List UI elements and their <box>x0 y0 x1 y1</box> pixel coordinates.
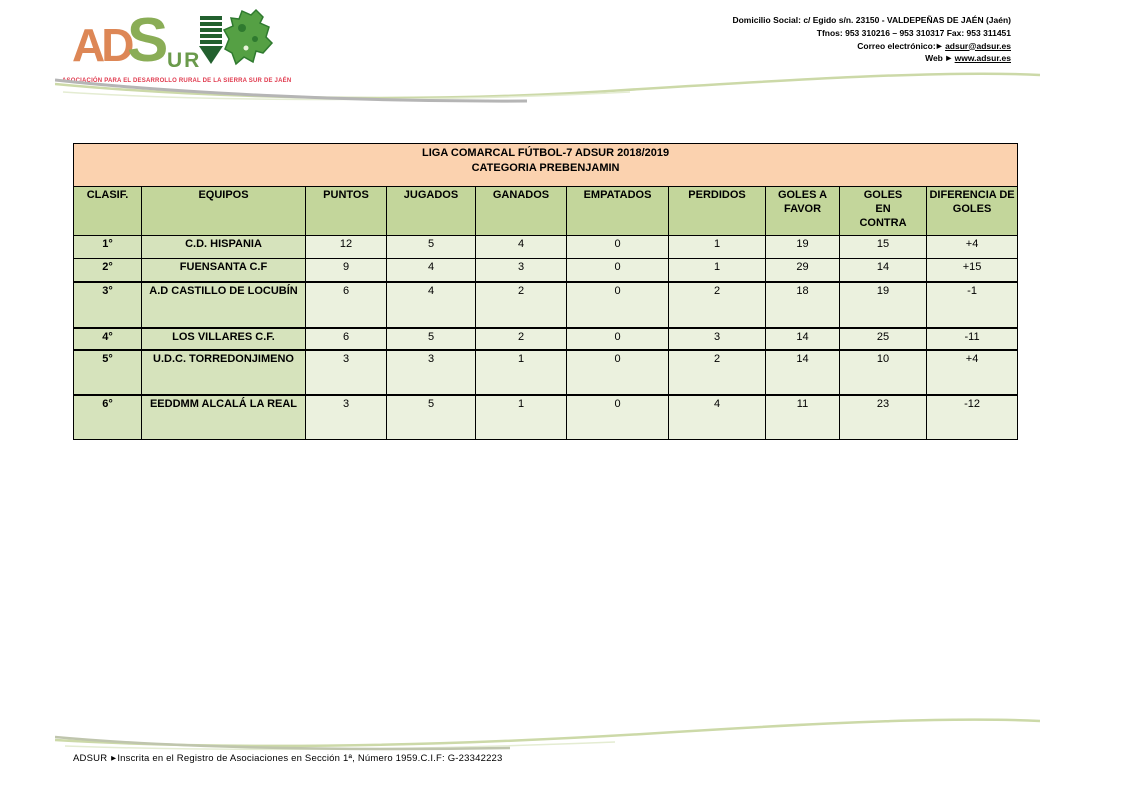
clasif-cell: 2° <box>74 259 142 282</box>
ganados-cell: 1 <box>476 395 567 440</box>
logo-letters-ur: UR <box>167 49 202 72</box>
goles-favor-cell: 11 <box>766 395 840 440</box>
col-header-perdidos: PERDIDOS <box>669 187 766 236</box>
perdidos-cell: 1 <box>669 259 766 282</box>
jugados-cell: 4 <box>387 259 476 282</box>
goles-contra-cell: 23 <box>840 395 927 440</box>
jugados-cell: 4 <box>387 282 476 328</box>
ganados-cell: 4 <box>476 236 567 259</box>
diferencia-cell: +4 <box>927 350 1018 395</box>
web-link[interactable]: www.adsur.es <box>954 53 1011 64</box>
table-row <box>74 259 1018 282</box>
email-link[interactable]: adsur@adsur.es <box>945 40 1011 51</box>
table-row <box>74 350 1018 395</box>
table-title-line1: LIGA COMARCAL FÚTBOL-7 ADSUR 2018/2019 <box>421 147 670 159</box>
logo-letter-s: S <box>127 6 169 75</box>
diferencia-cell: -12 <box>927 395 1018 440</box>
table-row <box>74 395 1018 440</box>
goles-favor-cell: 18 <box>766 282 840 328</box>
puntos-cell: 3 <box>306 395 387 440</box>
perdidos-cell: 4 <box>669 395 766 440</box>
right-arrow-icon: ▶ <box>946 55 952 63</box>
col-header-puntos: PUNTOS <box>306 187 387 236</box>
right-arrow-icon: ▶ <box>936 42 942 50</box>
contact-web-label: Web <box>925 53 943 64</box>
equipo-cell: U.D.C. TORREDONJIMENO <box>142 350 306 395</box>
ganados-cell: 2 <box>476 282 567 328</box>
logo-tagline: ASOCIACIÓN PARA EL DESARROLLO RURAL DE LA SIERRA SUR DE JAÉN <box>62 78 292 84</box>
puntos-cell: 6 <box>306 282 387 328</box>
league-table <box>73 143 1018 440</box>
equipo-cell: EEDDMM ALCALÁ LA REAL <box>142 395 306 440</box>
jugados-cell: 5 <box>387 328 476 350</box>
goles-contra-cell: 19 <box>840 282 927 328</box>
goles-favor-cell: 29 <box>766 259 840 282</box>
perdidos-cell: 3 <box>669 328 766 350</box>
equipo-cell: FUENSANTA C.F <box>142 259 306 282</box>
empatados-cell: 0 <box>567 236 669 259</box>
col-header-jugados: JUGADOS <box>387 187 476 236</box>
goles-contra-cell: 25 <box>840 328 927 350</box>
puntos-cell: 12 <box>306 236 387 259</box>
clasif-cell: 4° <box>74 328 142 350</box>
empatados-cell: 0 <box>567 282 669 328</box>
jugados-cell: 5 <box>387 236 476 259</box>
goles-contra-cell: 10 <box>840 350 927 395</box>
clasif-cell: 3° <box>74 282 142 328</box>
col-header-empatados: EMPATADOS <box>567 187 669 236</box>
clasif-cell: 5° <box>74 350 142 395</box>
footer-registry-text: Inscrita en el Registro de Asociaciones en Sección 1ª, Número 1959.C.I.F: G-23342223 <box>117 753 503 764</box>
clasif-cell: 6° <box>74 395 142 440</box>
table-title-line2: CATEGORIA PREBENJAMIN <box>471 161 620 174</box>
logo-letters-ad: AD <box>72 19 131 71</box>
col-header-ganados: GANADOS <box>476 187 567 236</box>
header-swoosh <box>55 62 1040 107</box>
ganados-cell: 2 <box>476 328 567 350</box>
table-title-row <box>74 144 1018 187</box>
table-header-row <box>74 187 1018 236</box>
right-arrow-icon: ▶ <box>111 755 117 762</box>
diferencia-cell: +15 <box>927 259 1018 282</box>
goles-favor-cell: 14 <box>766 328 840 350</box>
empatados-cell: 0 <box>567 395 669 440</box>
col-header-equipos: EQUIPOS <box>142 187 306 236</box>
table-row <box>74 328 1018 350</box>
contact-email-label: Correo electrónico: <box>857 40 936 51</box>
goles-favor-cell: 19 <box>766 236 840 259</box>
perdidos-cell: 2 <box>669 350 766 395</box>
table-row <box>74 282 1018 328</box>
ganados-cell: 3 <box>476 259 567 282</box>
contact-phones: Tfnos: 953 310216 – 953 310317 Fax: 953 311451 <box>816 27 1011 38</box>
perdidos-cell: 1 <box>669 236 766 259</box>
empatados-cell: 0 <box>567 328 669 350</box>
footer-registry-line <box>73 753 503 764</box>
ganados-cell: 1 <box>476 350 567 395</box>
footer-swoosh <box>55 710 1040 755</box>
equipo-cell: C.D. HISPANIA <box>142 236 306 259</box>
diferencia-cell: -11 <box>927 328 1018 350</box>
col-header-goles-favor: GOLES A FAVOR <box>766 187 840 236</box>
puntos-cell: 9 <box>306 259 387 282</box>
puntos-cell: 3 <box>306 350 387 395</box>
clasif-cell: 1° <box>74 236 142 259</box>
empatados-cell: 0 <box>567 259 669 282</box>
col-header-diferencia: DIFERENCIA DE GOLES <box>927 187 1018 236</box>
diferencia-cell: +4 <box>927 236 1018 259</box>
down-arrow-icon <box>198 16 224 66</box>
table-row <box>74 236 1018 259</box>
jugados-cell: 3 <box>387 350 476 395</box>
jugados-cell: 5 <box>387 395 476 440</box>
goles-favor-cell: 14 <box>766 350 840 395</box>
table-title <box>74 144 1018 187</box>
contact-email-line <box>591 40 1011 53</box>
perdidos-cell: 2 <box>669 282 766 328</box>
equipo-cell: A.D CASTILLO DE LOCUBÍN <box>142 282 306 328</box>
col-header-clasif: CLASIF. <box>74 187 142 236</box>
footer-org: ADSUR <box>73 753 108 764</box>
equipo-cell: LOS VILLARES C.F. <box>142 328 306 350</box>
empatados-cell: 0 <box>567 350 669 395</box>
contact-address: Domicilio Social: c/ Egido s/n. 23150 - VALDEPEÑAS DE JAÉN (Jaén) <box>732 15 1011 25</box>
contact-block <box>591 14 1011 65</box>
goles-contra-cell: 14 <box>840 259 927 282</box>
diferencia-cell: -1 <box>927 282 1018 328</box>
puntos-cell: 6 <box>306 328 387 350</box>
goles-contra-cell: 15 <box>840 236 927 259</box>
col-header-goles-contra: GOLES EN CONTRA <box>840 187 927 236</box>
